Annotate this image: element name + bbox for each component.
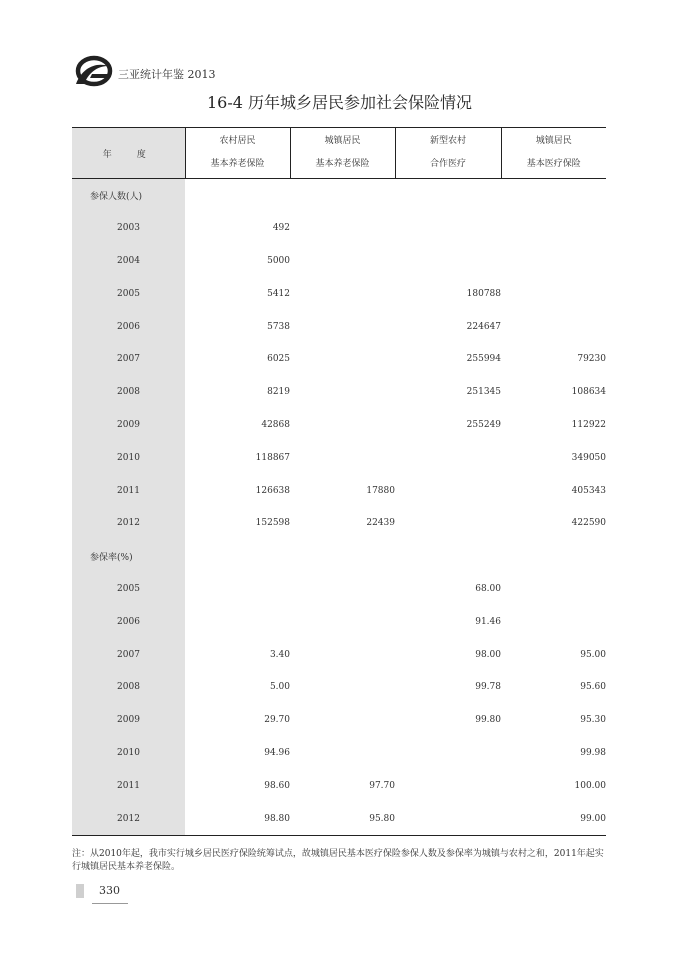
row-year-label: 2011 <box>72 474 185 507</box>
table-cell <box>395 441 501 474</box>
table-cell: 108634 <box>571 387 606 398</box>
table-cell <box>185 540 290 573</box>
table-cell: 99.00 <box>580 813 606 824</box>
table-row <box>72 737 606 770</box>
table-cell <box>501 310 606 343</box>
table-cell <box>290 540 395 573</box>
table-cell: 422590 <box>571 518 606 529</box>
table-section-row <box>72 179 606 212</box>
page-marker-box <box>76 884 84 898</box>
row-year-label: 2009 <box>72 704 185 737</box>
row-year-label: 2007 <box>72 343 185 376</box>
column-header-line: 城镇居民 <box>535 136 572 146</box>
table-header-row <box>72 128 606 179</box>
table-cell: 5000 <box>267 255 290 266</box>
row-year-label: 2003 <box>72 212 185 245</box>
table-row <box>72 802 606 835</box>
table-cell <box>395 474 501 507</box>
table-cell <box>501 573 606 606</box>
table-cell <box>395 769 501 802</box>
table-row <box>72 638 606 671</box>
section-label: 参保率(%) <box>72 540 185 573</box>
table-section-row <box>72 540 606 573</box>
table-cell: 405343 <box>571 485 606 496</box>
table-cell: 224647 <box>466 321 501 332</box>
table-cell: 79230 <box>577 354 606 365</box>
table-row <box>72 769 606 802</box>
table-cell <box>501 540 606 573</box>
column-header-rural-coop-medical <box>395 128 501 179</box>
table-row <box>72 704 606 737</box>
table-cell <box>501 605 606 638</box>
row-year-label: 2005 <box>72 573 185 606</box>
column-header-line: 合作医疗 <box>429 159 466 169</box>
table-cell <box>185 605 290 638</box>
table-cell: 152598 <box>255 518 290 529</box>
table-cell <box>290 605 395 638</box>
row-year-label: 2010 <box>72 441 185 474</box>
table-row <box>72 310 606 343</box>
table-cell: 5412 <box>267 288 290 299</box>
table-cell: 95.60 <box>580 682 606 693</box>
table-cell: 3.40 <box>269 649 290 660</box>
table-cell: 112922 <box>571 419 606 430</box>
table-cell: 255994 <box>466 354 501 365</box>
table-cell <box>290 671 395 704</box>
table-cell: 98.00 <box>475 649 501 660</box>
table-cell: 98.80 <box>264 813 290 824</box>
table-cell: 95.30 <box>580 715 606 726</box>
table-cell <box>290 409 395 442</box>
column-header-line: 基本医疗保险 <box>526 159 581 169</box>
year-column-header: 年 度 <box>72 128 185 179</box>
column-header-urban-pension <box>290 128 395 179</box>
table-cell <box>395 737 501 770</box>
table-cell: 17880 <box>366 485 395 496</box>
row-year-label: 2008 <box>72 376 185 409</box>
table-cell: 255249 <box>466 419 501 430</box>
table-cell <box>290 376 395 409</box>
row-year-label: 2007 <box>72 638 185 671</box>
row-year-label: 2006 <box>72 605 185 638</box>
table-cell: 99.78 <box>475 682 501 693</box>
table-cell: 95.80 <box>369 813 395 824</box>
table-title: 16-4 历年城乡居民参加社会保险情况 <box>206 93 473 112</box>
table-cell <box>185 179 290 212</box>
page-number-rule <box>92 903 128 904</box>
table-row <box>72 573 606 606</box>
table-cell <box>185 573 290 606</box>
table-cell: 29.70 <box>264 715 290 726</box>
table-cell: 5738 <box>267 321 290 332</box>
table-row <box>72 212 606 245</box>
table-cell <box>501 245 606 278</box>
column-header-line: 城镇居民 <box>324 136 361 146</box>
table-cell: 91.46 <box>475 616 501 627</box>
table-cell <box>395 802 501 835</box>
table-row <box>72 409 606 442</box>
column-header-urban-medical <box>501 128 606 179</box>
page-number: 330 <box>99 884 120 897</box>
table-cell <box>395 540 501 573</box>
table-cell <box>290 441 395 474</box>
table-row <box>72 671 606 704</box>
table-row <box>72 474 606 507</box>
book-title: 三亚统计年鉴 2013 <box>118 68 216 81</box>
table-cell <box>501 212 606 245</box>
table-row <box>72 245 606 278</box>
table-cell <box>395 212 501 245</box>
table-footnote: 注：从2010年起，我市实行城乡居民医疗保险统筹试点，故城镇居民基本医疗保险参保人数及参保率为城镇与农村之和，2011年起实行城镇居民基本养老保险。 <box>72 849 604 872</box>
table-cell: 126638 <box>255 485 290 496</box>
column-header-line: 基本养老保险 <box>210 159 265 169</box>
table-cell: 5.00 <box>269 682 290 693</box>
table-cell <box>290 179 395 212</box>
row-year-label: 2004 <box>72 245 185 278</box>
table-cell: 95.00 <box>580 649 606 660</box>
table-cell <box>290 343 395 376</box>
table-cell: 42868 <box>261 419 290 430</box>
table-cell <box>501 277 606 310</box>
table-row <box>72 343 606 376</box>
table-cell: 8219 <box>267 387 290 398</box>
row-year-label: 2010 <box>72 737 185 770</box>
table-cell: 118867 <box>255 452 290 463</box>
table-cell: 492 <box>272 223 290 234</box>
row-year-label: 2011 <box>72 769 185 802</box>
table-cell <box>290 212 395 245</box>
table-row <box>72 605 606 638</box>
table-cell: 251345 <box>466 387 501 398</box>
table-row <box>72 441 606 474</box>
row-year-label: 2005 <box>72 277 185 310</box>
table-cell <box>290 277 395 310</box>
column-header-line: 农村居民 <box>219 136 256 146</box>
table-cell: 68.00 <box>475 583 501 594</box>
table-row <box>72 376 606 409</box>
table-cell <box>290 704 395 737</box>
table-cell: 22439 <box>366 518 395 529</box>
table-cell: 99.98 <box>580 747 606 758</box>
section-label: 参保人数(人) <box>72 179 185 212</box>
table-cell: 6025 <box>267 354 290 365</box>
table-cell <box>395 245 501 278</box>
table-cell: 100.00 <box>574 780 606 791</box>
table-row <box>72 277 606 310</box>
row-year-label: 2012 <box>72 507 185 540</box>
table-cell <box>501 179 606 212</box>
row-year-label: 2008 <box>72 671 185 704</box>
insurance-table <box>72 127 606 836</box>
table-cell <box>395 507 501 540</box>
table-cell <box>290 310 395 343</box>
table-cell <box>290 638 395 671</box>
table-cell <box>290 245 395 278</box>
table-cell <box>395 179 501 212</box>
column-header-line: 新型农村 <box>429 136 466 146</box>
table-cell <box>290 737 395 770</box>
table-cell: 98.60 <box>264 780 290 791</box>
table-cell: 97.70 <box>369 780 395 791</box>
column-header-rural-pension <box>185 128 290 179</box>
column-header-line: 基本养老保险 <box>315 159 370 169</box>
table-row <box>72 507 606 540</box>
row-year-label: 2009 <box>72 409 185 442</box>
table-cell: 180788 <box>466 288 501 299</box>
table-cell <box>290 573 395 606</box>
yearbook-logo-icon <box>72 54 114 88</box>
table-body <box>72 179 606 836</box>
row-year-label: 2006 <box>72 310 185 343</box>
table-cell: 349050 <box>571 452 606 463</box>
table-cell: 99.80 <box>475 715 501 726</box>
table-cell: 94.96 <box>264 747 290 758</box>
row-year-label: 2012 <box>72 802 185 835</box>
